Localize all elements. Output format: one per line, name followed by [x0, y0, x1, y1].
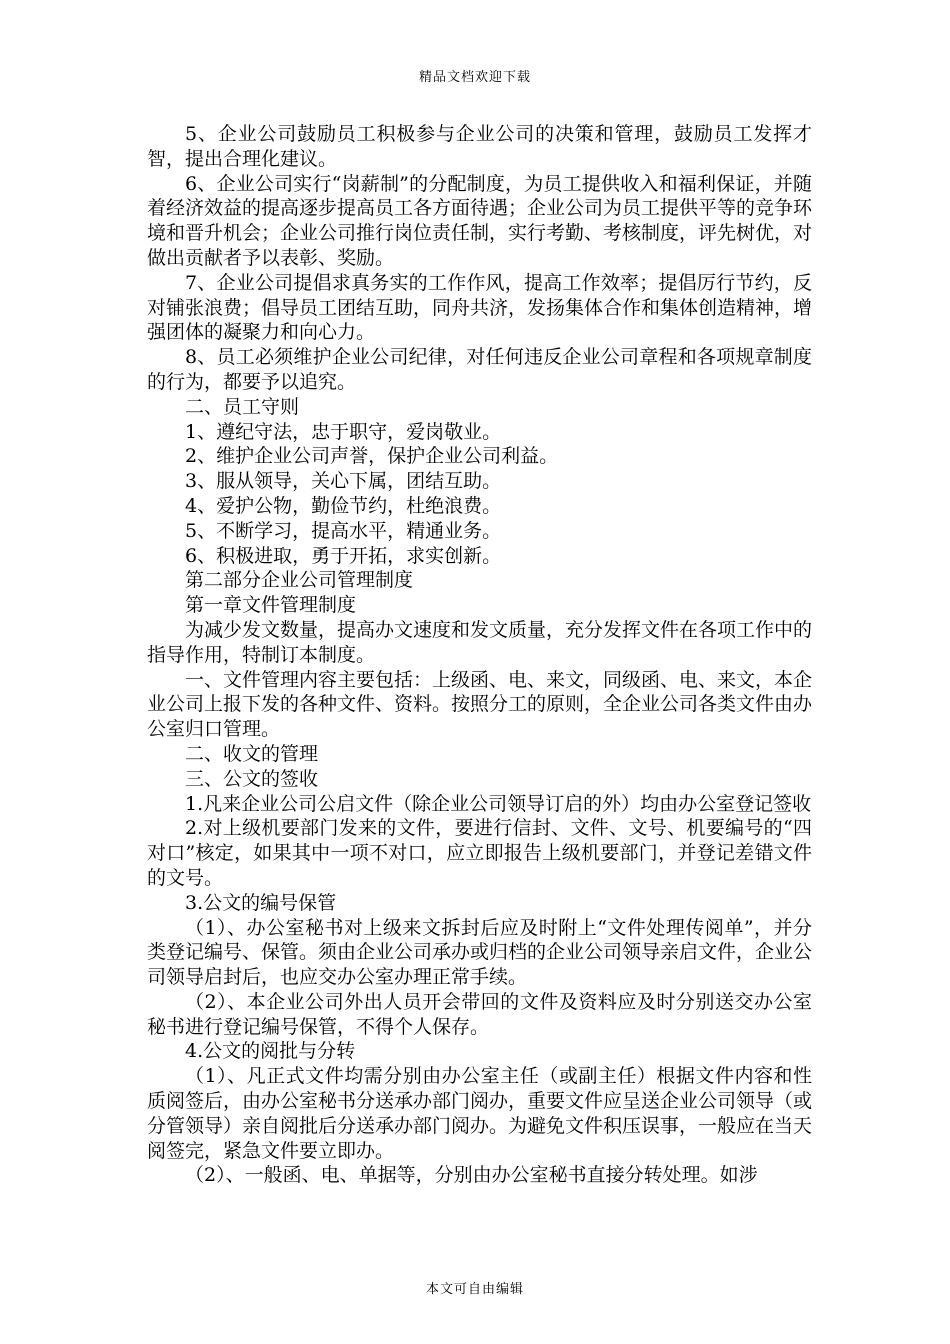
rule-item-4: 4、爱护公物，勤俭节约，杜绝浪费。 — [185, 494, 502, 517]
rule-item-3: 3、服从领导，关心下属，团结互助。 — [185, 470, 502, 493]
rule-item-5: 5、不断学习，提高水平，精通业务。 — [185, 519, 502, 542]
paragraph-numbering-1: （1）、办公室秘书对上级来文拆封后应及时附上“文件处理传阅单”，并分类登记编号、保管。须由企业公司承办或归档的企业公司领导亲启文件，企业公司领导启封后，也应交办公室办理正常手续。 — [147, 916, 813, 989]
subheading-numbering: 3.公文的编号保管 — [185, 891, 337, 914]
paragraph-signing-1: 1.凡来企业公司公启文件（除企业公司领导订启的外）均由办公室登记签收 — [185, 792, 812, 815]
page-header: 精品文档欢迎下载 — [418, 70, 531, 85]
section-heading-employee-rules: 二、员工守则 — [185, 395, 300, 418]
paragraph-numbering-2: （2）、本企业公司外出人员开会带回的文件及资料应及时分别送交办公室秘书进行登记编号保管，不得个人保存。 — [147, 990, 812, 1038]
paragraph-purpose: 为减少发文数量，提高办文速度和发文质量，充分发挥文件在各项工作中的指导作用，特制订本制度。 — [147, 618, 813, 666]
rule-item-6: 6、积极进取，勇于开拓，求实创新。 — [185, 544, 502, 567]
paragraph-2: 6、企业公司实行“岗薪制”的分配制度，为员工提供收入和福利保证，并随着经济效益的提高逐步提高员工各方面待遇；企业公司为员工提供平等的竞争环境和晋升机会；企业公司推行岗位责任制，实行考勤、考核制度，评先树优，对做出贡献者予以表彰、奖励。 — [147, 172, 813, 269]
paragraph-scope: 一、文件管理内容主要包括：上级函、电、来文，同级函、电、来文，本企业公司上报下发的各种文件、资料。按照分工的原则，全企业公司各类文件由办公室归口管理。 — [147, 668, 813, 741]
paragraph-1: 5、企业公司鼓励员工积极参与企业公司的决策和管理，鼓励员工发挥才智，提出合理化建议。 — [147, 123, 812, 170]
page-footer: 本文可自由编辑 — [425, 1282, 524, 1297]
rule-item-2: 2、维护企业公司声誉，保护企业公司利益。 — [185, 445, 559, 468]
paragraph-signing-2: 2.对上级机要部门发来的文件，要进行信封、文件、文号、机要编号的“四对口”核定，如果其中一项不对口，应立即报告上级机要部门，并登记差错文件的文号。 — [147, 817, 812, 889]
paragraph-4: 8、员工必须维护企业公司纪律，对任何违反企业公司章程和各项规章制度的行为，都要予以追究。 — [147, 346, 812, 393]
paragraph-review-1: （1）、凡正式文件均需分别由办公室主任（或副主任）根据文件内容和性质阅签后，由办公室秘书分送承办部门阅办，重要文件应呈送企业公司领导（或分管领导）亲自阅批后分送承办部门阅办。为避免文件积压误事，一般应在当天阅签完，紧急文件要立即办。 — [147, 1065, 813, 1162]
section-heading-receiving: 二、收文的管理 — [185, 742, 319, 765]
chapter-heading: 第一章文件管理制度 — [185, 594, 357, 617]
subheading-review: 4.公文的阅批与分转 — [185, 1040, 356, 1063]
rule-item-1: 1、遵纪守法，忠于职守，爱岗敬业。 — [185, 420, 502, 443]
section-heading-signing: 三、公文的签收 — [185, 767, 319, 790]
part-heading: 第二部分企业公司管理制度 — [185, 569, 414, 592]
paragraph-review-2: （2）、一般函、电、单据等，分别由办公室秘书直接分转处理。如涉 — [185, 1164, 758, 1187]
document-body — [147, 122, 812, 1188]
paragraph-3: 7、企业公司提倡求真务实的工作作风，提高工作效率；提倡厉行节约，反对铺张浪费；倡导员工团结互助，同舟共济，发扬集体合作和集体创造精神，增强团体的凝聚力和向心力。 — [147, 271, 813, 344]
